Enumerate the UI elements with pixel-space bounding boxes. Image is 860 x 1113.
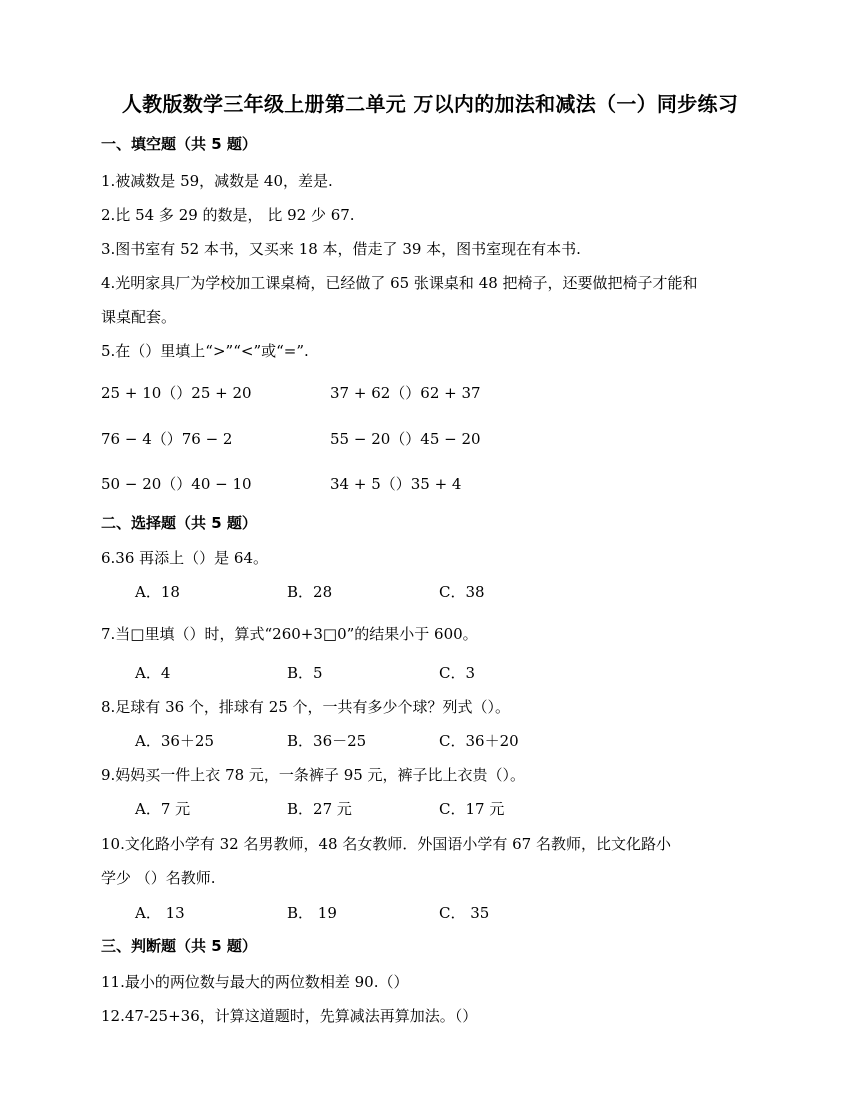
compare-item: 37 + 62（）62 + 37 bbox=[330, 384, 481, 402]
question-4-line-2: 课桌配套。 bbox=[101, 308, 177, 326]
option-b: B． 19 bbox=[287, 904, 337, 922]
option-c: C． 35 bbox=[439, 904, 490, 922]
option-b: B．27 元 bbox=[287, 800, 352, 818]
question-9: 9.妈妈买一件上衣 78 元，一条裤子 95 元，裤子比上衣贵（）。 bbox=[101, 766, 526, 784]
option-c: C．38 bbox=[439, 583, 485, 601]
option-a: A．7 元 bbox=[135, 800, 191, 818]
option-c: C．36＋20 bbox=[439, 732, 519, 750]
question-3: 3.图书室有 52 本书，又买来 18 本，借走了 39 本，图书室现在有本书. bbox=[101, 240, 581, 258]
question-7: 7.当□里填（）时，算式“260+3□0”的结果小于 600。 bbox=[101, 625, 478, 643]
question-12: 12.47-25+36，计算这道题时，先算减法再算加法。（） bbox=[101, 1007, 478, 1025]
question-4-line-1: 4.光明家具厂为学校加工课桌椅，已经做了 65 张课桌和 48 把椅子，还要做把椅子才能和 bbox=[101, 274, 698, 292]
section-heading-judge: 三、判断题（共 5 题） bbox=[101, 937, 257, 955]
section-heading-choice: 二、选择题（共 5 题） bbox=[101, 514, 257, 532]
question-10-line-1: 10.文化路小学有 32 名男教师，48 名女教师．外国语小学有 67 名教师，比文化路小 bbox=[101, 835, 671, 853]
page-title: 人教版数学三年级上册第二单元 万以内的加法和减法（一）同步练习 bbox=[121, 92, 739, 116]
option-b: B．28 bbox=[287, 583, 333, 601]
question-2: 2.比 54 多 29 的数是， 比 92 少 67. bbox=[101, 206, 355, 224]
option-b: B．36－25 bbox=[287, 732, 367, 750]
compare-item: 34 + 5（）35 + 4 bbox=[330, 475, 462, 493]
option-a: A．18 bbox=[135, 583, 180, 601]
option-a: A． 13 bbox=[135, 904, 185, 922]
compare-item: 25 + 10（）25 + 20 bbox=[101, 384, 252, 402]
question-11: 11.最小的两位数与最大的两位数相差 90.（） bbox=[101, 973, 409, 991]
option-c: C．3 bbox=[439, 664, 476, 682]
compare-item: 55 − 20（）45 − 20 bbox=[330, 430, 481, 448]
option-a: A．36＋25 bbox=[135, 732, 215, 750]
question-1: 1.被减数是 59，减数是 40，差是. bbox=[101, 172, 333, 190]
option-c: C．17 元 bbox=[439, 800, 505, 818]
section-heading-fill: 一、填空题（共 5 题） bbox=[101, 135, 257, 153]
question-8: 8.足球有 36 个，排球有 25 个，一共有多少个球？列式（）。 bbox=[101, 698, 511, 716]
question-6: 6.36 再添上（）是 64。 bbox=[101, 549, 269, 567]
compare-item: 50 − 20（）40 − 10 bbox=[101, 475, 252, 493]
question-5: 5.在（）里填上“>”“<”或“=”. bbox=[101, 342, 309, 360]
compare-item: 76 − 4（）76 − 2 bbox=[101, 430, 233, 448]
option-a: A．4 bbox=[135, 664, 171, 682]
option-b: B．5 bbox=[287, 664, 323, 682]
question-10-line-2: 学少 （）名教师. bbox=[101, 869, 216, 887]
